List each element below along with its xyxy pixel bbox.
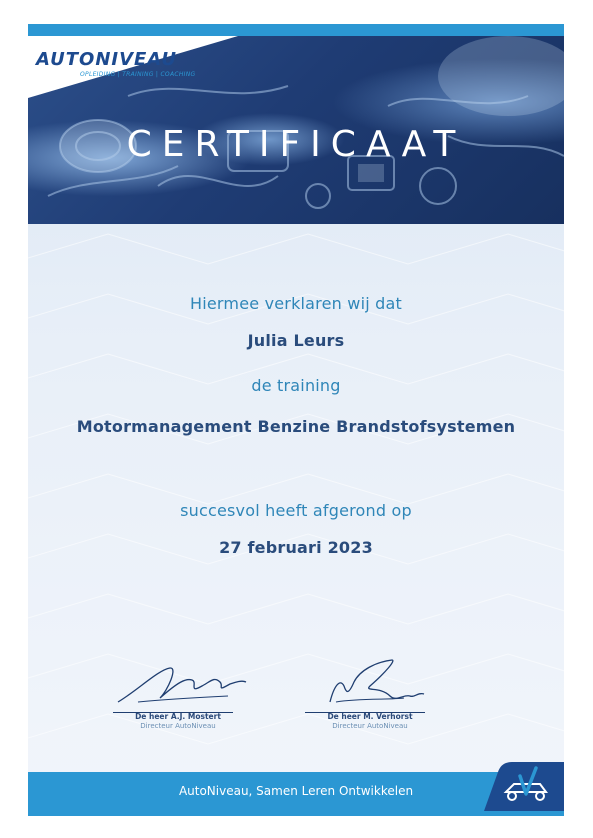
handwritten-signature-1: [108, 660, 248, 710]
bottom-accent-bar: [28, 811, 564, 816]
intro-text: Hiermee verklaren wij dat: [190, 294, 402, 313]
header-banner: [28, 36, 564, 224]
signatory-1-role: Directeur AutoNiveau: [140, 722, 216, 730]
completion-label: succesvol heeft afgerond op: [180, 501, 412, 520]
signature-block-2: [295, 656, 445, 730]
signature-line-2: [305, 712, 425, 713]
training-label: de training: [251, 376, 341, 395]
footer-slogan: AutoNiveau, Samen Leren Ontwikkelen: [178, 784, 414, 798]
brand-tagline: OPLEIDING | TRAINING | COACHING: [80, 71, 196, 78]
recipient-name: Julia Leurs: [247, 331, 345, 350]
signature-block-1: [103, 660, 253, 730]
brand-logo: [36, 50, 236, 90]
signatory-2-name: De heer M. Verhorst: [327, 712, 413, 721]
completion-date: 27 februari 2023: [219, 538, 373, 557]
handwritten-signature-2: [300, 656, 440, 710]
certificate-page: [28, 36, 564, 811]
signatory-1-name: De heer A.J. Mostert: [135, 712, 221, 721]
car-check-logo-icon: [484, 762, 564, 811]
training-name: Motormanagement Benzine Brandstofsystemen: [76, 417, 516, 436]
certificate-title: CERTIFICAAT: [126, 124, 466, 165]
signature-line-1: [113, 712, 233, 713]
top-accent-bar: [28, 24, 564, 36]
brand-name: AUTONIVEAU: [36, 49, 178, 70]
signatory-2-role: Directeur AutoNiveau: [332, 722, 408, 730]
